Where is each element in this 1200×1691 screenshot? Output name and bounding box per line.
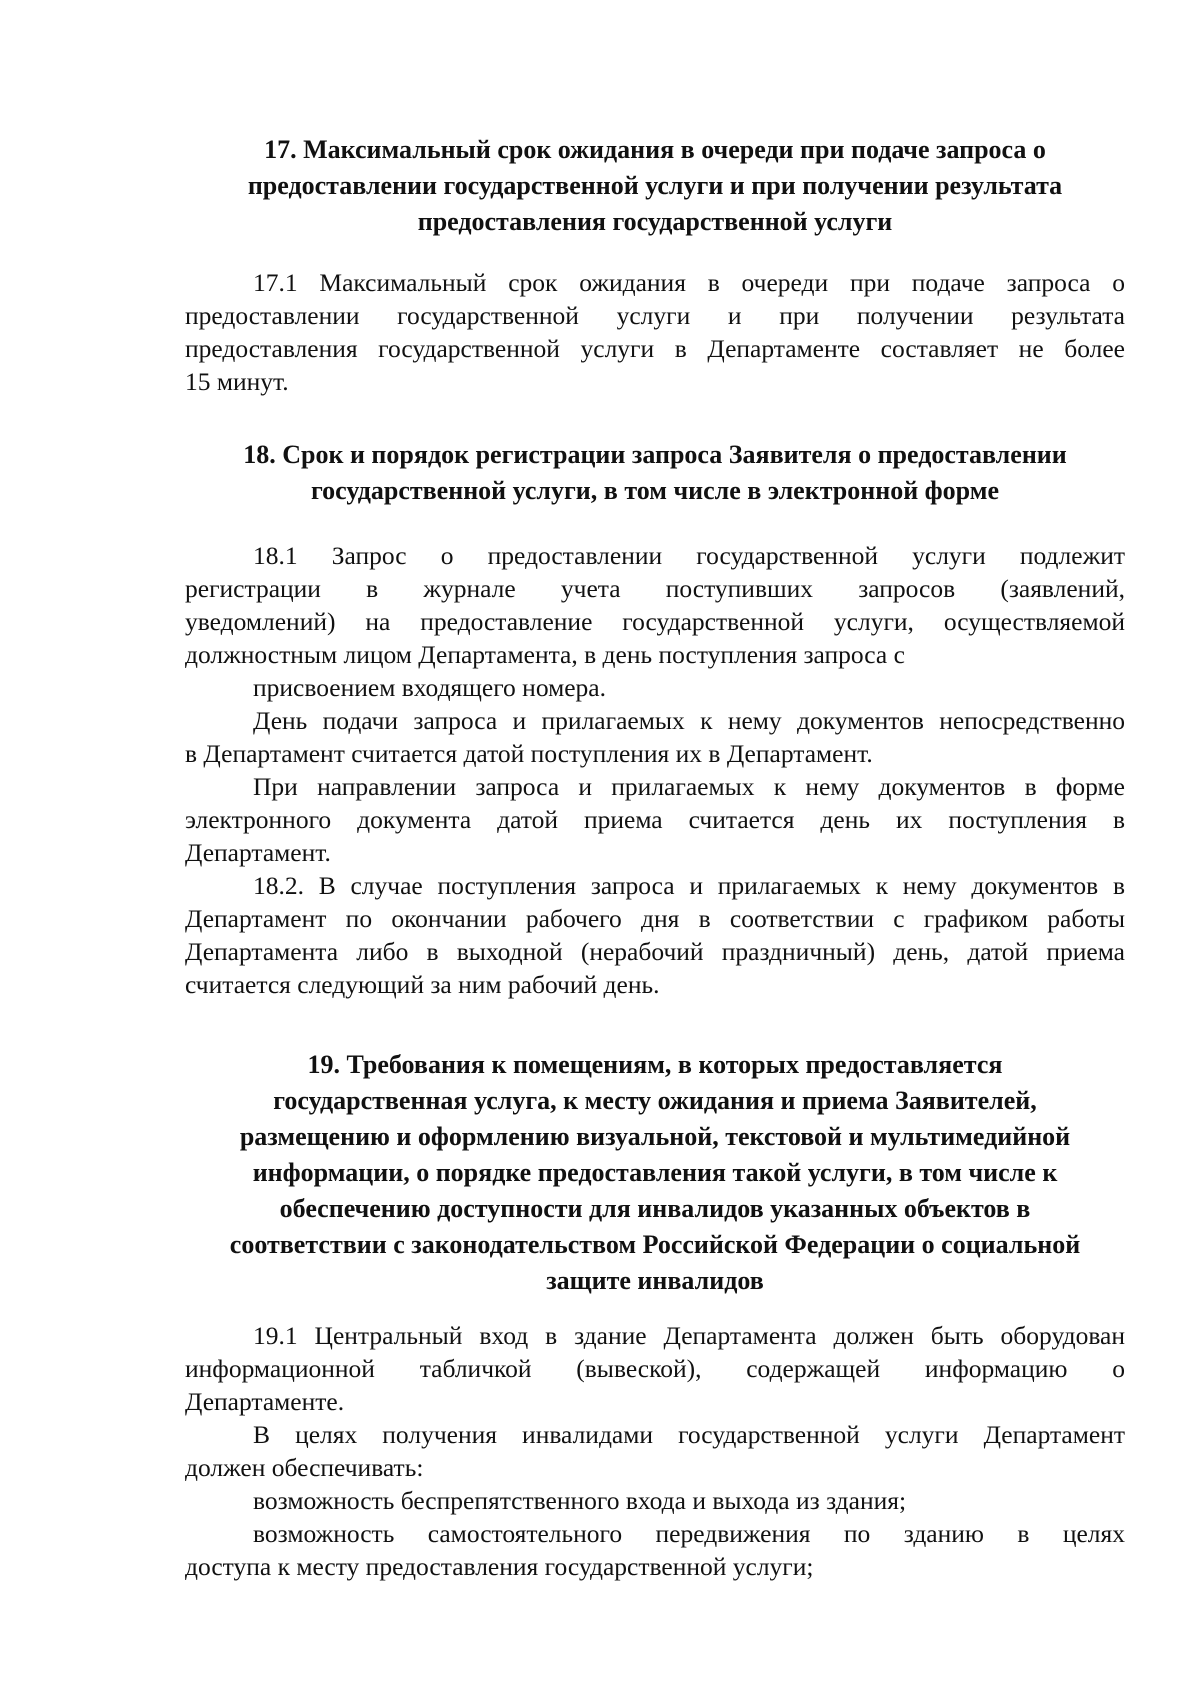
heading-line: информации, о порядке предоставления такой услуги, в том числе к — [252, 1158, 1058, 1187]
text-line: Департамент. — [185, 838, 331, 867]
section-17-body — [185, 266, 1125, 398]
text-line: регистрации в журнале учета поступивших запросов (заявлений, — [185, 574, 1125, 603]
section-18-heading — [185, 437, 1125, 509]
text-line: уведомлений) на предоставление государственной услуги, осуществляемой — [185, 607, 1125, 636]
text-line: предоставлении государственной услуги и при получении результата — [185, 301, 1125, 330]
text-line: 15 минут. — [185, 367, 289, 396]
section-19-body — [185, 1319, 1125, 1583]
text-line: В целях получения инвалидами государственной услуги Департамент — [253, 1420, 1125, 1449]
heading-line: защите инвалидов — [546, 1266, 764, 1295]
section-17-heading — [185, 132, 1125, 240]
section-18-body — [185, 539, 1125, 1001]
text-line: 19.1 Центральный вход в здание Департамента должен быть оборудован — [253, 1321, 1125, 1350]
heading-line: размещению и оформлению визуальной, текстовой и мультимедийной — [239, 1122, 1071, 1151]
text-line: Департамента либо в выходной (нерабочий праздничный) день, датой приема — [185, 937, 1125, 966]
text-line: Департамент по окончании рабочего дня в соответствии с графиком работы — [185, 904, 1125, 933]
text-line: доступа к месту предоставления государственной услуги; — [185, 1552, 814, 1581]
section-19-heading — [185, 1047, 1125, 1299]
heading-line: государственной услуги, в том числе в электронной форме — [311, 476, 999, 505]
heading-line: 18. Срок и порядок регистрации запроса Заявителя о предоставлении — [243, 440, 1067, 469]
text-line: считается следующий за ним рабочий день. — [185, 970, 660, 999]
heading-line: 17. Максимальный срок ожидания в очереди при подаче запроса о — [264, 135, 1046, 164]
text-line: присвоением входящего номера. — [253, 673, 606, 702]
text-line: возможность самостоятельного передвижения по зданию в целях — [253, 1519, 1125, 1548]
text-line: предоставления государственной услуги в Департаменте составляет не более — [185, 334, 1125, 363]
text-line: 18.1 Запрос о предоставлении государственной услуги подлежит — [253, 541, 1125, 570]
text-line: должен обеспечивать: — [185, 1453, 424, 1482]
heading-line: 19. Требования к помещениям, в которых предоставляется — [307, 1050, 1003, 1079]
heading-line: государственная услуга, к месту ожидания и приема Заявителей, — [273, 1086, 1037, 1115]
text-line: Департаменте. — [185, 1387, 345, 1416]
text-line: электронного документа датой приема считается день их поступления в — [185, 805, 1125, 834]
text-line: 18.2. В случае поступления запроса и прилагаемых к нему документов в — [253, 871, 1125, 900]
text-line: в Департамент считается датой поступления их в Департамент. — [185, 739, 873, 768]
text-line: возможность беспрепятственного входа и выхода из здания; — [253, 1486, 907, 1515]
heading-line: обеспечению доступности для инвалидов указанных объектов в — [279, 1194, 1031, 1223]
text-line: информационной табличкой (вывеской), содержащей информацию о — [185, 1354, 1125, 1383]
heading-line: предоставлении государственной услуги и при получении результата — [247, 171, 1063, 200]
text-line: 17.1 Максимальный срок ожидания в очереди при подаче запроса о — [253, 268, 1125, 297]
text-line: должностным лицом Департамента, в день поступления запроса с — [185, 640, 905, 669]
text-line: При направлении запроса и прилагаемых к нему документов в форме — [253, 772, 1125, 801]
text-line: День подачи запроса и прилагаемых к нему документов непосредственно — [253, 706, 1125, 735]
heading-line: соответствии с законодательством Российской Федерации о социальной — [229, 1230, 1081, 1259]
heading-line: предоставления государственной услуги — [417, 207, 893, 236]
